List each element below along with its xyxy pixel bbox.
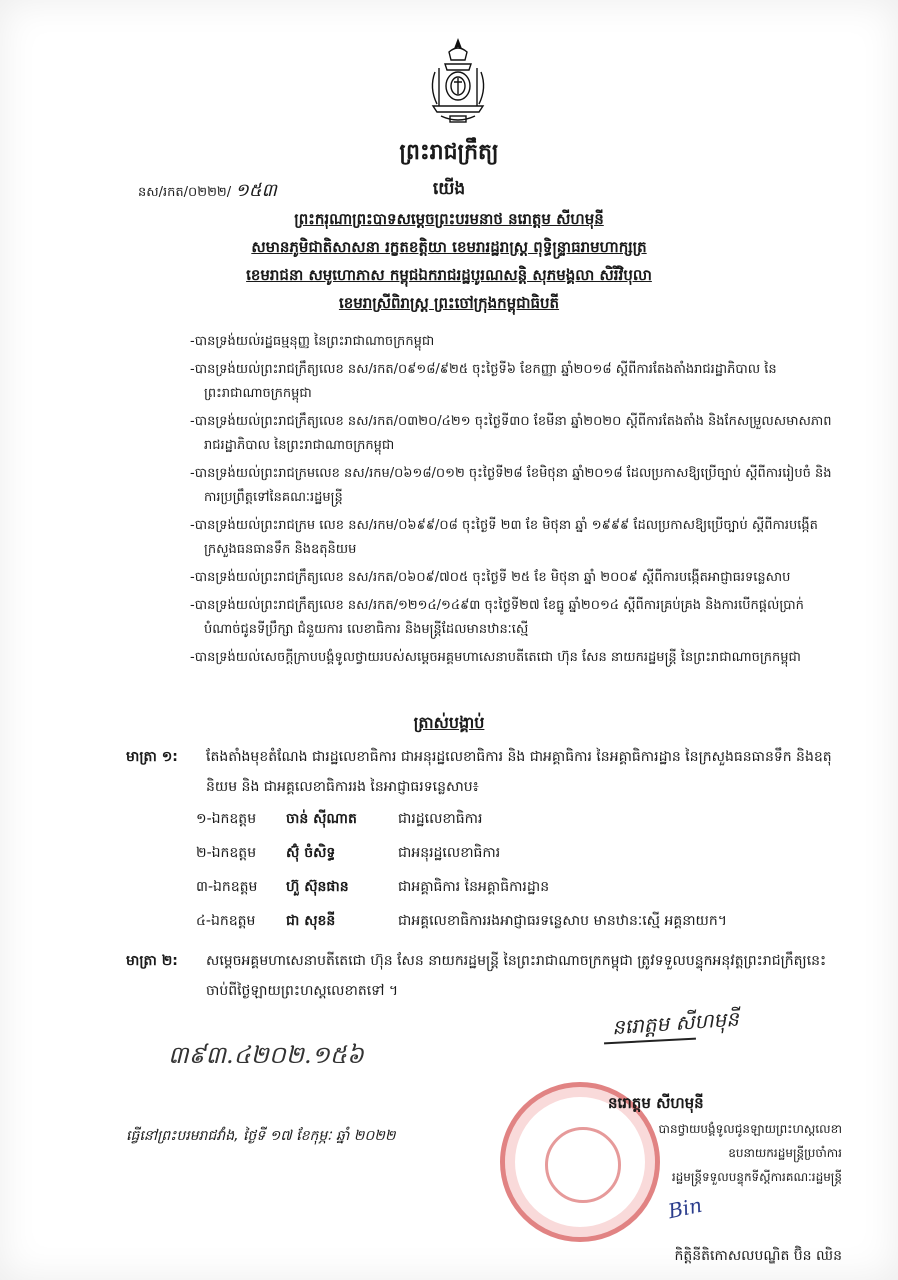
appointee-prefix: ១-ឯកឧត្តម (196, 811, 257, 827)
article-2-block (126, 946, 846, 1006)
consideration-item: -បានទ្រង់យល់ព្រះរាជក្រម លេខ នស/រកម/០៦៩៩/០៨ ចុះថ្ងៃទី ២៣ ខែ មិថុនា ឆ្នាំ ១៩៩៩ ដែលប្រកាសឱ្យប្រើច្បាប់ ស្តីពីការបង្កើតក្រសួងធនធានទឹក និងឧតុនិយម (190, 518, 818, 557)
we-heading: យើង (432, 179, 466, 199)
appointee-position: ជាអគ្គលេខាធិការរងអាជ្ញាធរទន្លេសាប មានឋានៈស្មើ អគ្គនាយក។ (398, 913, 727, 929)
appointee-row (196, 906, 727, 936)
king-printed-name: នរោត្តម សីហមុនី (608, 1094, 704, 1112)
appointee-prefix: ២-ឯកឧត្តម (196, 845, 257, 861)
article-1-text: តែងតាំងមុខតំណែង ជារដ្ឋលេខាធិការ ជាអនុរដ្ឋលេខាធិការ និង ជាអគ្គាធិការ នៃអគ្គាធិការដ្ឋាន នៃក្រសួងធនធានទឹក និងឧតុនិយម និង ជាអគ្គលេខាធិការរង នៃអាជ្ញាធរទន្លេសាប៖ (206, 749, 832, 795)
royal-style-line-2: សមានភូមិជាតិសាសនា រក្ខតខត្តិយា ខេមរារដ្ឋរាស្ត្រ ពុទ្ធិន្ទ្រាធរាមហាក្សត្រ (251, 238, 647, 256)
consideration-item: -បានទ្រង់យល់សេចក្តីក្រាបបង្គំទូលថ្វាយរបស់សម្តេចអគ្គមហាសេនាបតីតេជោ ហ៊ុន សែន នាយករដ្ឋមន្ត្រី នៃព្រះរាជាណាចក្រកម្ពុជា (190, 650, 801, 665)
appointee-position: ជាអនុរដ្ឋលេខាធិការ (398, 845, 501, 861)
consideration-item: -បានទ្រង់យល់ព្រះរាជក្រឹត្យលេខ នស/រកត/០៣២០/៤២១ ចុះថ្ងៃទី៣០ ខែមីនា ឆ្នាំ២០២០ ស្តីពីការតែងតាំង និងកែសម្រួលសមាសភាពរាជរដ្ឋាភិបាល នៃព្រះរាជាណាចក្រកម្ពុជា (190, 414, 832, 453)
royal-style-line-3: ខេមរាជនា សមូហោភាស កម្ពុជឯករាជរដ្ឋបូរណសន្តិ សុភមង្គលា សិរីវិបុលា (246, 266, 652, 284)
appointee-name: ចាន់ ស៊ីណាត (286, 811, 357, 827)
countersign-line: ឧបនាយករដ្ឋមន្ត្រីប្រចាំការ (728, 1146, 842, 1160)
consideration-item: -បានទ្រង់យល់រដ្ឋធម្មនុញ្ញ នៃព្រះរាជាណាចក្រកម្ពុជា (190, 334, 435, 349)
appointee-name: ស៊ុំ ចំសិទ្ធ (286, 845, 336, 861)
consideration-item: -បានទ្រង់យល់ព្រះរាជក្រឹត្យលេខ នស/រកត/០៩១៨/៩២៥ ចុះថ្ងៃទី៦ ខែកញ្ញា ឆ្នាំ២០១៨ ស្តីពីការតែងតាំងរាជរដ្ឋាភិបាល នៃព្រះរាជាណាចក្រកម្ពុជា (190, 362, 777, 401)
consideration-item: -បានទ្រង់យល់ព្រះរាជក្រឹត្យលេខ នស/រកត/១២១៤/១៤៩៣ ចុះថ្ងៃទី២៧ ខែធ្នូ ឆ្នាំ២០១៤ ស្តីពីការគ្រប់គ្រង និងការបើកផ្តល់ប្រាក់បំណាច់ជូនទីប្រឹក្សា ជំនួយការ លេខាធិការ និងមន្ត្រីដែលមានឋានៈស្មើ (190, 598, 804, 637)
reference-number-handwritten: ១៥៣ (235, 180, 277, 201)
appointee-position: ជារដ្ឋលេខាធិការ (398, 811, 483, 827)
consideration-item: -បានទ្រង់យល់ព្រះរាជក្រមលេខ នស/រកម/០៦១៨/០១២ ចុះថ្ងៃទី២៨ ខែមិថុនា ឆ្នាំ២០១៨ ដែលប្រកាសឱ្យប្រើច្បាប់ ស្តីពីការរៀបចំ និងការប្រព្រឹត្តទៅនៃគណៈរដ្ឋមន្ត្រី (190, 466, 832, 505)
countersign-line: រដ្ឋមន្ត្រីទទួលបន្ទុកទីស្តីការគណៈរដ្ឋមន្ត្រី (671, 1170, 842, 1184)
article-1 (126, 742, 846, 802)
king-signature: នរោត្តម សីហមុនី (611, 1006, 740, 1040)
minister-signature: Bin (665, 1192, 705, 1224)
minister-name: កិត្តិនីតិកោសលបណ្ឌិត ប៊ិន ឈិន (674, 1248, 842, 1264)
appointee-name: ជា សុខនី (286, 913, 336, 929)
royal-style-line-4: ខេមរាស្រីពិរាស្ត្រ ព្រះចៅក្រុងកម្ពុជាធិបតី (338, 294, 560, 312)
article-1-label: មាត្រា ១: (126, 749, 178, 765)
royal-emblem-icon (425, 38, 491, 128)
signing-date: ធ្វើនៅព្រះបរមរាជវាំង, ថ្ងៃទី ១៧ ខែកុម្ភៈ ឆ្នាំ ២០២២ (126, 1128, 396, 1144)
appointee-prefix: ៤-ឯកឧត្តម (196, 913, 256, 929)
considerations-list (190, 330, 840, 674)
handwritten-registration-number: ៣៩៣.៤២០២.១៥៦ (168, 1041, 364, 1069)
article-2-text: សម្តេចអគ្គមហាសេនាបតីតេជោ ហ៊ុន សែន នាយករដ្ឋមន្ត្រី នៃព្រះរាជាណាចក្រកម្ពុជា ត្រូវទទួលបន្ទុកអនុវត្តព្រះរាជក្រឹត្យនេះ ចាប់ពីថ្ងៃឡាយព្រះហស្តលេខាតទៅ ។ (206, 953, 827, 999)
decree-title: ព្រះរាជក្រឹត្យ (399, 140, 499, 165)
royal-style-line-1: ព្រះករុណាព្រះបាទសម្តេចព្រះបរមនាថ នរោត្តម សីហមុនី (294, 210, 604, 228)
reference-number-printed: នស/រកត/០២២២/ (138, 185, 232, 200)
appointee-row (196, 838, 501, 868)
consideration-item: -បានទ្រង់យល់ព្រះរាជក្រឹត្យលេខ នស/រកត/០៦០៩/៧០៥ ចុះថ្ងៃទី ២៥ ខែ មិថុនា ឆ្នាំ ២០០៩ ស្តីពីការបង្កើតអាជ្ញាធរទន្លេសាប (190, 570, 791, 585)
article-2-label: មាត្រា ២: (126, 953, 178, 969)
appointee-row (196, 804, 483, 834)
appointee-name: ហ៊ួ ស៊ុនផាន (286, 879, 349, 895)
appointee-position: ជាអគ្គាធិការ នៃអគ្គាធិការដ្ឋាន (398, 879, 550, 895)
countersign-line: បានថ្វាយបង្គំទូលជូនឡាយព្រះហស្តលេខា (658, 1122, 842, 1136)
appointee-prefix: ៣-ឯកឧត្តម (196, 879, 258, 895)
appointee-row (196, 872, 550, 902)
orders-heading: ត្រាស់បង្គាប់ (413, 713, 485, 732)
